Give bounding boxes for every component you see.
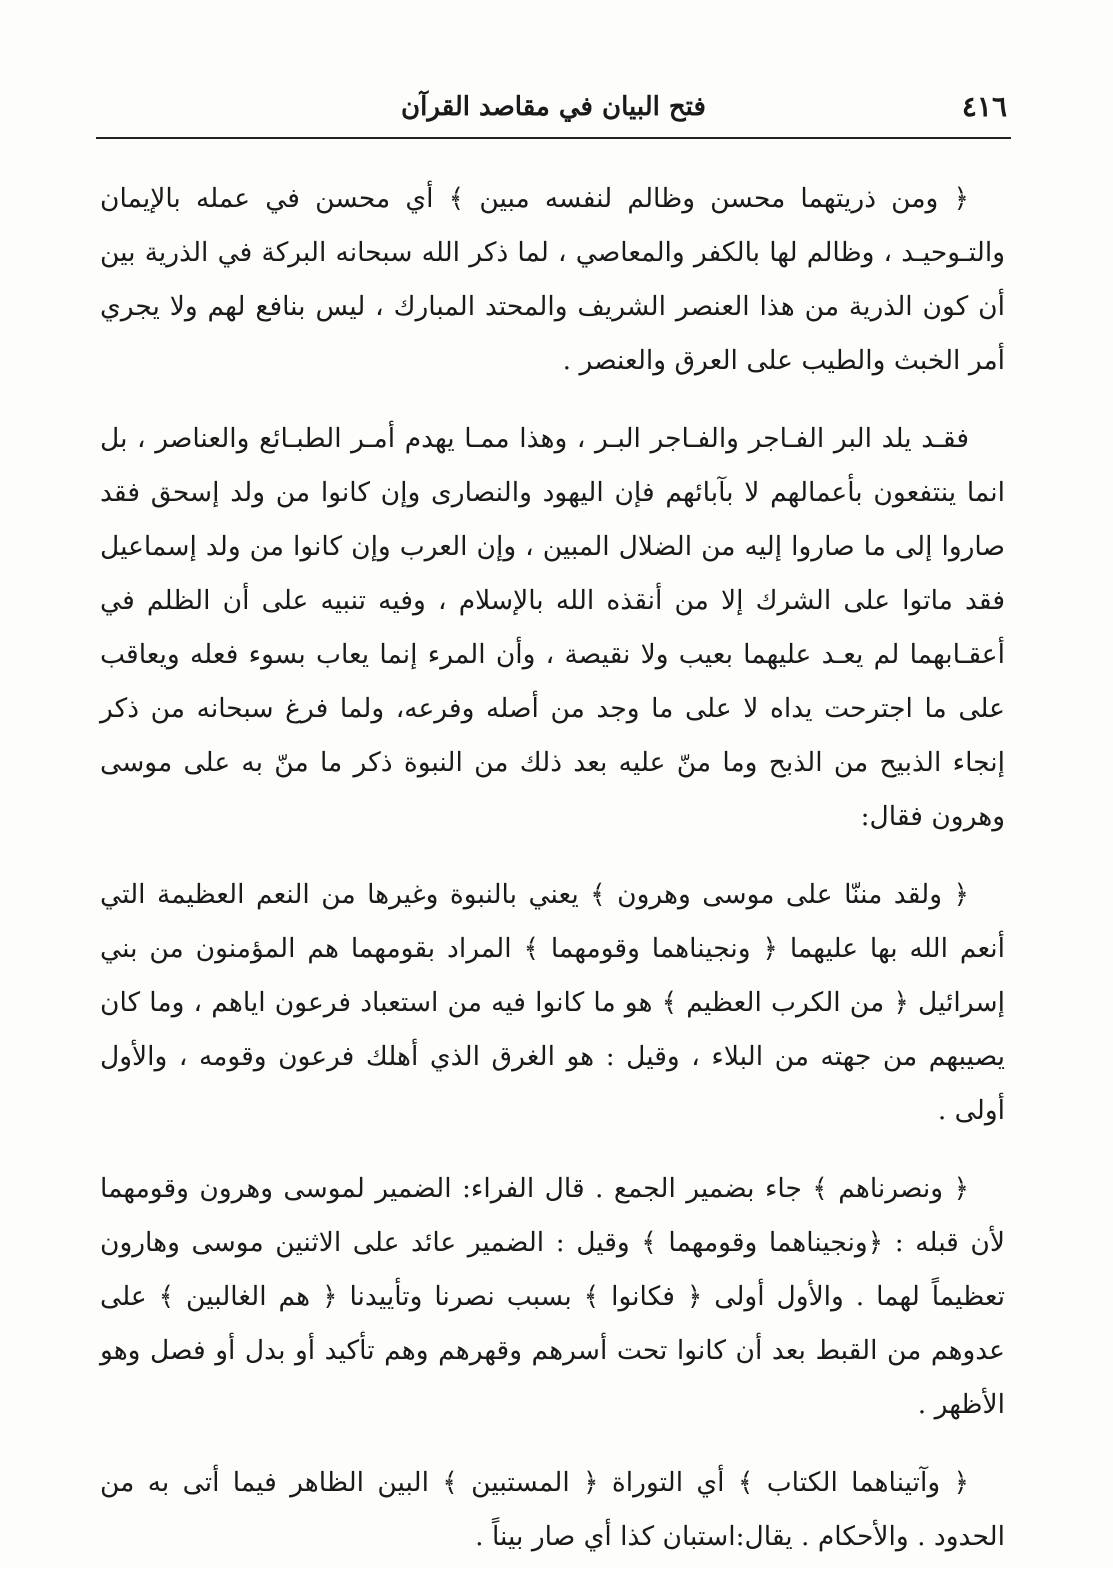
header-rule [96,137,1011,139]
running-title: فتح البيان في مقاصد القرآن [401,92,706,122]
body-text [100,172,1005,1588]
paragraph-text: ﴿ ومن ذريتهما محسن وظالم لنفسه مبين ﴾ أي محسن في عمله بالإيمان والتـوحيـد ، وظالم لها بالكفر والمعاصي ، لما ذكر الله سبحانه البركة في الذرية بين أن كون الذرية من هذا العنصر الشريف والمحتد المبارك ، ليس بنافع لهم ولا يجري أمر الخبث والطيب على العرق والعنصر . [100,183,1005,376]
paragraph [100,412,1005,844]
paragraph-text: ﴿ ولقد مننّا على موسى وهرون ﴾ يعني بالنبوة وغيرها من النعم العظيمة التي أنعم الله بها عليهما ﴿ ونجيناهما وقومهما ﴾ المراد بقومهما هم المؤمنون من بني إسرائيل ﴿ من الكرب العظيم ﴾ هو ما كانوا فيه من استعباد فرعون اياهم ، وما كان يصيبهم من جهته من البلاء ، وقيل : هو الغرق الذي أهلك فرعون وقومه ، والأول أولى . [100,879,1005,1126]
paragraph [100,868,1005,1138]
page-number: ٤١٦ [961,90,1007,123]
paragraph-text: ﴿ ونصرناهم ﴾ جاء بضمير الجمع . قال الفراء: الضمير لموسى وهرون وقومهما لأن قبله : ﴿ونجيناهما وقومهما ﴾ وقيل : الضمير عائد على الاثنين موسى وهارون تعظيماً لهما . والأول أولى ﴿ فكانوا ﴾ بسبب نصرنا وتأييدنا ﴿ هم الغالبين ﴾ على عدوهم من القبط بعد أن كانوا تحت أسرهم وقهرهم وهم تأكيد أو بدل أو فصل وهو الأظهر . [100,1173,1005,1420]
paragraph-text: ﴿ وآتيناهما الكتاب ﴾ أي التوراة ﴿ المستبين ﴾ البين الظاهر فيما أتى به من الحدود . والأحكام . يقال:استبان كذا أي صار بيناً . [100,1467,1005,1552]
paragraph [100,1456,1005,1564]
paragraph [100,1162,1005,1432]
page-header [96,84,1011,134]
paragraph [100,172,1005,388]
paragraph-text: فقـد يلد البر الفـاجر والفـاجر البـر ، وهذا ممـا يهدم أمـر الطبـائع والعناصر ، بل انما ينتفعون بأعمالهم لا بآبائهم فإن اليهود والنصارى وإن كانوا من ولد إسحق فقد صاروا إلى ما صاروا إليه من الضلال المبين ، وإن العرب وإن كانوا من ولد إسماعيل فقد ماتوا على الشرك إلا من أنقذه الله بالإسلام ، وفيه تنبيه على أن الظلم في أعقـابهما لم يعـد عليهما بعيب ولا نقيصة ، وأن المرء إنما يعاب بسوء فعله ويعاقب على ما اجترحت يداه لا على ما وجد من أصله وفرعه، ولما فرغ سبحانه من ذكر إنجاء الذبيح من الذبح وما منّ عليه بعد ذلك من النبوة ذكر ما منّ به على موسى وهرون فقال: [100,423,1005,832]
